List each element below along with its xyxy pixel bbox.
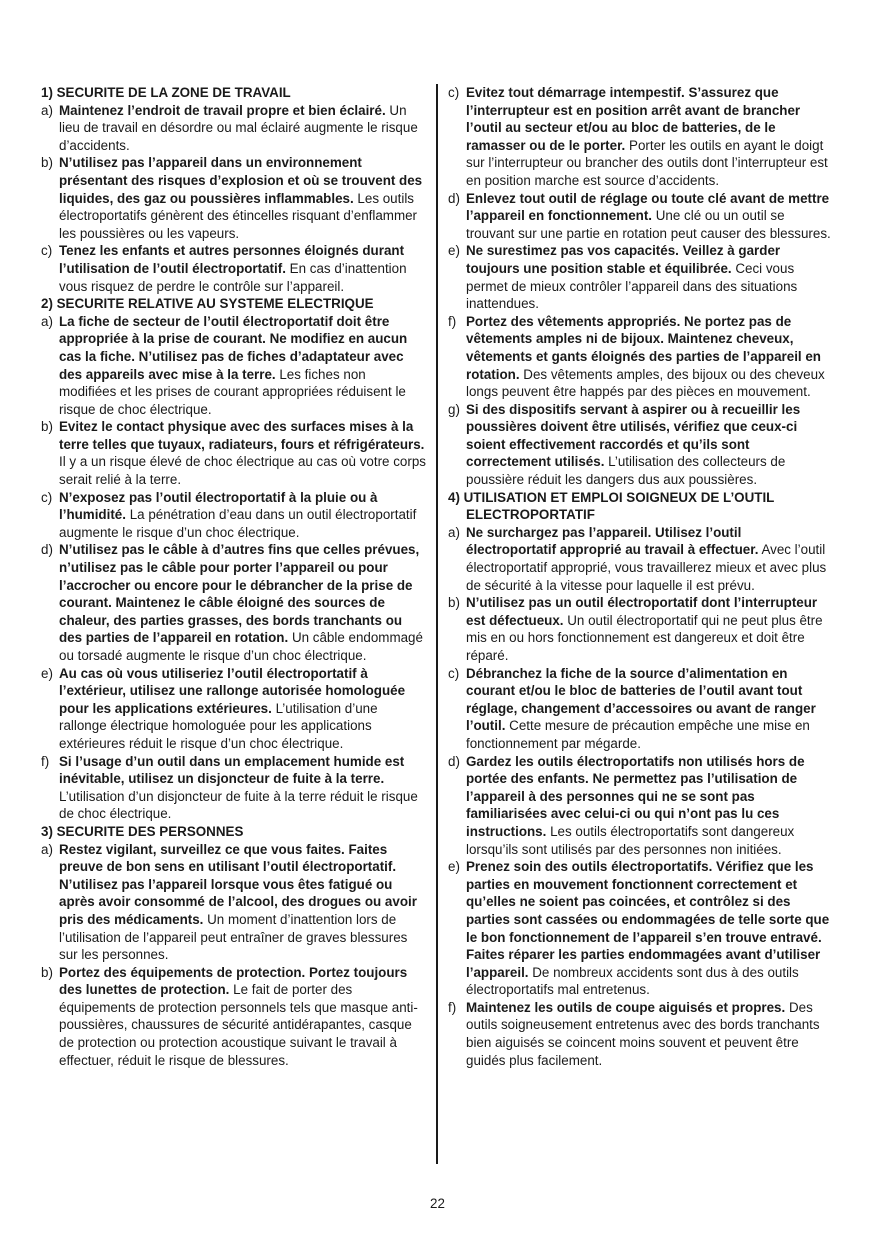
item-text: Les outils électroportatifs sont dangereux lorsqu’ils sont utilisés par des personnes non initiées.	[466, 823, 795, 857]
list-item	[448, 594, 834, 664]
item-bold-text: Portez des vêtements appropriés. Ne portez pas de vêtements amples ni de bijoux. Maintenez cheveux, vêtements et gants éloignés des parties de l’appareil en rotation.	[466, 313, 821, 382]
item-text: Cette mesure de précaution empêche une mise en fonctionnement par mégarde.	[466, 718, 810, 751]
section-title: 4) UTILISATION ET EMPLOI SOIGNEUX DE L’OUTIL ELECTROPORTATIF	[448, 489, 775, 523]
list-item	[448, 753, 834, 859]
item-text: Avec l’outil électroportatif approprié, vous travaillerez mieux et avec plus de sécurité à la vitesse pour laquelle il est prévu.	[466, 542, 827, 593]
column-divider	[436, 84, 438, 1164]
item-text: Un lieu de travail en désordre ou mal éclairé augmente le risque d’accidents.	[59, 102, 418, 153]
list-item	[41, 489, 426, 542]
item-bold-text: Ne surchargez pas l’appareil. Utilisez l’outil électroportatif approprié au travail à effectuer.	[466, 524, 759, 558]
list-item	[41, 154, 426, 242]
item-bold-text: Au cas où vous utiliseriez l’outil électroportatif à l’extérieur, utilisez une rallonge autorisée homologuée pour les applications extérieures.	[59, 665, 406, 716]
item-bold-text: Maintenez l’endroit de travail propre et bien éclairé.	[59, 102, 386, 118]
section-title: 1) SECURITE DE LA ZONE DE TRAVAIL	[41, 85, 291, 100]
list-item	[41, 313, 426, 419]
item-bold-text: N’utilisez pas un outil électroportatif dont l’interrupteur est défectueux.	[466, 595, 818, 628]
item-bold-text: Si des dispositifs servant à aspirer ou à recueillir les poussières doivent être utilisés, vérifiez que ceux-ci soient effectivement raccordés et qu’ils sont correctement utilisés.	[466, 401, 801, 470]
item-bold-text: Enlevez tout outil de réglage ou toute clé avant de mettre l’appareil en fonctionnement.	[466, 190, 830, 224]
item-text: Les outils électroportatifs génèrent des étincelles risquant d’enflammer les poussières ou les vapeurs.	[59, 190, 418, 241]
item-bold-text: Maintenez les outils de coupe aiguisés et propres.	[466, 999, 786, 1015]
item-text: Une clé ou un outil se trouvant sur une partie en rotation peut causer des blessures.	[466, 208, 831, 241]
item-letter: b)	[41, 155, 53, 171]
item-text: Des vêtements amples, des bijoux ou des cheveux longs peuvent être happés par des pièces en mouvement.	[466, 366, 825, 400]
item-text: Ceci vous permet de mieux contrôler l’appareil dans des situations inattendues.	[466, 260, 798, 312]
list-item	[41, 665, 426, 753]
item-text: L’utilisation des collecteurs de poussière réduit les dangers dus aux poussières.	[466, 454, 786, 488]
item-letter: d)	[448, 753, 460, 769]
item-letter: c)	[41, 243, 53, 259]
item-letter: a)	[448, 524, 460, 540]
list-item	[448, 84, 834, 190]
list-item	[41, 418, 426, 488]
item-text: Porter les outils en ayant le doigt sur l’interrupteur ou brancher des outils dont l’interrupteur est en position marche est source d’accidents.	[466, 137, 828, 188]
list-item	[448, 858, 834, 999]
page-number: 22	[430, 1196, 445, 1211]
list-item	[448, 999, 834, 1069]
item-text: Un câble endommagé ou torsadé augmente le risque d’un choc électrique.	[59, 630, 423, 663]
list-item	[448, 524, 834, 594]
left-column	[41, 84, 426, 1069]
item-text: L’utilisation d’un disjoncteur de fuite à la terre réduit le risque de choc électrique.	[59, 788, 418, 822]
item-bold-text: Si l’usage d’un outil dans un emplacement humide est inévitable, utilisez un disjoncteur de fuite à la terre.	[59, 753, 405, 787]
item-letter: c)	[448, 665, 460, 681]
item-letter: b)	[41, 419, 53, 435]
item-letter: a)	[41, 841, 53, 857]
item-bold-text: Ne surestimez pas vos capacités. Veillez à garder toujours une position stable et équilibrée.	[466, 243, 781, 276]
item-letter: a)	[41, 313, 53, 329]
item-bold-text: Débranchez la fiche de la source d’alimentation en courant et/ou le bloc de batteries de l’outil avant tout réglage, changement d’accessoires ou avant de ranger l’outil.	[466, 665, 816, 734]
item-letter: e)	[448, 243, 460, 259]
item-text: Un moment d’inattention lors de l’utilisation de l’appareil peut entraîner de graves blessures sur les personnes.	[59, 911, 408, 963]
item-text: Des outils soigneusement entretenus avec des bords tranchants bien aiguisés se coincent moins souvent et peuvent être guidés plus facilement.	[466, 999, 820, 1068]
item-letter: f)	[41, 753, 50, 769]
item-bold-text: N’utilisez pas le câble à d’autres fins que celles prévues, n’utilisez pas le câble pour porter l’appareil ou pour l’accrocher ou encore pour le débrancher de la prise de courant. Maintenez le câble éloigné des sources de chaleur, des parties grasses, des bords tranchants ou des parties de l’appareil en rotation.	[59, 542, 420, 646]
section-title: 2) SECURITE RELATIVE AU SYSTEME ELECTRIQUE	[41, 296, 374, 312]
item-text: Les fiches non modifiées et les prises de courant appropriées réduisent le risque de choc électrique.	[59, 366, 406, 417]
list-item	[448, 665, 834, 753]
section-title: 3) SECURITE DES PERSONNES	[41, 823, 244, 839]
list-item	[41, 541, 426, 664]
item-letter: d)	[41, 542, 53, 558]
list-item	[448, 401, 834, 489]
item-text: La pénétration d’eau dans un outil électroportatif augmente le risque d’un choc électrique.	[59, 507, 417, 540]
item-text: Il y a un risque élevé de choc électrique au cas où votre corps serait relié à la terre.	[59, 454, 426, 488]
item-letter: b)	[448, 595, 460, 611]
list-item	[41, 964, 426, 1070]
item-bold-text: N’utilisez pas l’appareil dans un environnement présentant des risques d’explosion et où se trouvent des liquides, des gaz ou poussières inflammables.	[59, 155, 423, 206]
item-text: L’utilisation d’une rallonge électrique homologuée pour les applications extérieures réduit le risque d’un choc électrique.	[59, 700, 378, 751]
list-item	[448, 313, 834, 401]
item-bold-text: Evitez le contact physique avec des surfaces mises à la terre telles que tuyaux, radiateurs, fours et réfrigérateurs.	[59, 419, 425, 452]
item-bold-text: Prenez soin des outils électroportatifs. Vérifiez que les parties en mouvement fonctionnent correctement et qu’elles ne soient pas coincées, et contrôlez si des parties sont cassées ou endommagées de telle sorte que le bon fonctionnement de l’appareil s’en trouve entravé. Faites réparer les parties endommagées avant d’utiliser l’appareil.	[466, 859, 830, 980]
list-item	[448, 190, 834, 243]
item-bold-text: Portez des équipements de protection. Portez toujours des lunettes de protection.	[59, 964, 408, 998]
item-text: Le fait de porter des équipements de protection personnels tels que masque anti-poussières, chaussures de sécurité antidérapantes, casque de protection ou protection acoustique suivant le travail à effectuer, réduit le risque de blessures.	[59, 982, 418, 1068]
item-text: Un outil électroportatif qui ne peut plus être mis en ou hors fonctionnement est dangereux et doit être réparé.	[466, 612, 823, 663]
list-item	[41, 753, 426, 823]
item-letter: g)	[448, 401, 460, 417]
item-bold-text: Tenez les enfants et autres personnes éloignés durant l’utilisation de l’outil électroportatif.	[59, 243, 405, 276]
item-letter: f)	[448, 313, 457, 329]
item-bold-text: Gardez les outils électroportatifs non utilisés hors de portée des enfants. Ne permettez pas l’utilisation de l’appareil à des personnes qui ne se sont pas familiarisées avec celui-ci ou qui n’ont pas lu ces instructions.	[466, 753, 805, 839]
item-letter: c)	[448, 85, 460, 100]
list-item	[41, 102, 426, 155]
list-item	[41, 841, 426, 964]
item-bold-text: La fiche de secteur de l’outil électroportatif doit être appropriée à la prise de courant. Ne modifiez en aucun cas la fiche. N’utilisez pas de fiches d’adaptateur avec des appareils avec mise à la terre.	[59, 313, 408, 382]
item-letter: e)	[448, 859, 460, 875]
item-bold-text: Restez vigilant, surveillez ce que vous faites. Faites preuve de bon sens en utilisant l’outil électroportatif. N’utilisez pas l’appareil lorsque vous êtes fatigué ou après avoir consommé de l’alcool, des drogues ou avoir pris des médicaments.	[59, 841, 417, 927]
item-bold-text: N’exposez pas l’outil électroportatif à la pluie ou à l’humidité.	[59, 489, 378, 523]
list-item	[448, 242, 834, 312]
item-bold-text: Evitez tout démarrage intempestif. S’assurez que l’interrupteur est en position arrêt avant de brancher l’outil au secteur et/ou au bloc de batteries, de le ramasser ou de le porter.	[466, 85, 801, 153]
item-letter: e)	[41, 665, 53, 681]
item-text: De nombreux accidents sont dus à des outils électroportatifs mal entretenus.	[466, 964, 799, 998]
item-letter: f)	[448, 999, 457, 1015]
item-letter: a)	[41, 102, 53, 118]
item-letter: d)	[448, 190, 460, 206]
item-letter: c)	[41, 489, 53, 505]
item-letter: b)	[41, 964, 53, 980]
right-column	[448, 84, 834, 1069]
list-item	[41, 242, 426, 295]
item-text: En cas d’inattention vous risquez de perdre le contrôle sur l’appareil.	[59, 260, 407, 294]
